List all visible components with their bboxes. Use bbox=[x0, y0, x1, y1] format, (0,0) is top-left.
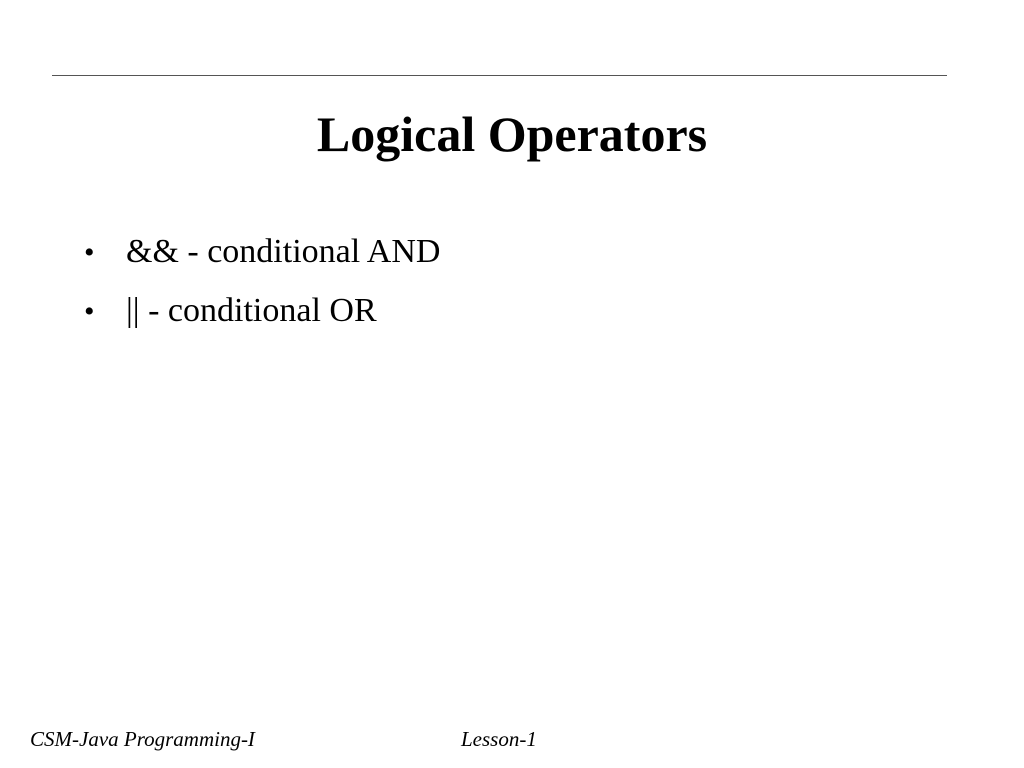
bullet-item bbox=[84, 230, 440, 275]
footer-lesson-label: Lesson-1 bbox=[461, 727, 537, 751]
bullet-marker: • bbox=[84, 236, 95, 269]
bullet-item bbox=[84, 289, 440, 334]
header-divider bbox=[52, 75, 947, 76]
bullet-marker: • bbox=[84, 295, 95, 328]
bullet-text: && - conditional AND bbox=[126, 233, 441, 270]
footer-course-name: CSM-Java Programming-I bbox=[30, 727, 255, 751]
bullet-list bbox=[84, 230, 440, 348]
slide-title: Logical Operators bbox=[316, 106, 708, 162]
bullet-text: || - conditional OR bbox=[126, 292, 377, 329]
